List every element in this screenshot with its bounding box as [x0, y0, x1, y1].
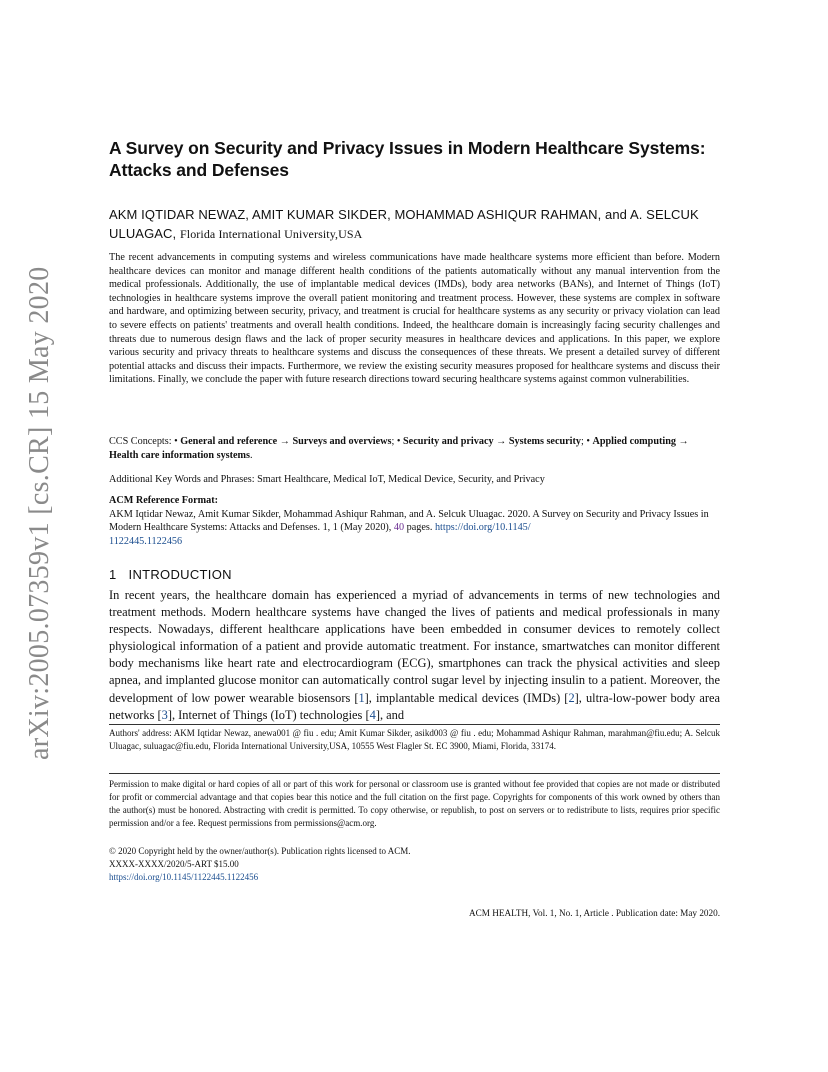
ccs-concept-1: General and reference → Surveys and overviews [180, 436, 392, 447]
author-list [109, 205, 720, 244]
page-count-link[interactable]: 40 [393, 522, 405, 534]
ccs-concepts [109, 435, 720, 463]
citation-link-2[interactable]: 2 [568, 690, 575, 705]
citation-link-4[interactable]: 4 [369, 707, 376, 722]
permission-notice: Permission to make digital or hard copies of all or part of this work for personal or classroom use is granted without fee provided that copies are not made or distributed for profit or commercial advantage and that copies bear this notice and the full citation on the first page. Copyrights for components of this work owned by others than the author(s) must be honored. Abstracting with credit is permitted. To copy otherwise, or republish, to post on servers or to redistribute to lists, requires prior specific permission and/or a fee. Request permissions from permissions@acm.org. [109, 779, 720, 828]
page-count-suffix: pages. [406, 522, 433, 534]
intro-text-4: ], Internet of Things (IoT) technologies [ [167, 707, 370, 722]
intro-text-2: ], implantable medical devices (IMDs) [ [364, 690, 569, 705]
ccs-concept-3: Applied computing → Health care information systems [109, 436, 689, 461]
ccs-separator-2: ; • [580, 436, 590, 447]
doi-link-part-2[interactable]: 1122445.1122456 [109, 535, 183, 547]
paper-title: A Survey on Security and Privacy Issues in Modern Healthcare Systems: Attacks and Defenses [109, 138, 706, 180]
author-names: AKM IQTIDAR NEWAZ, AMIT KUMAR SIKDER, MOHAMMAD ASHIQUR RAHMAN, and A. SELCUK ULUAGAC, [109, 207, 699, 241]
footer-doi-link[interactable]: https://doi.org/10.1145/1122445.1122456 [109, 872, 259, 882]
ccs-separator-1: ; • [391, 436, 401, 447]
section-number: 1 [109, 567, 117, 582]
citation-link-1[interactable]: 1 [358, 690, 365, 705]
copyright-block [109, 845, 720, 884]
copyright-notice: © 2020 Copyright held by the owner/author(s). Publication rights licensed to ACM. [109, 846, 411, 856]
author-affiliation: Florida International University,USA [179, 227, 363, 241]
citation-link-3[interactable]: 3 [161, 707, 168, 722]
ccs-concept-2: Security and privacy → Systems security [403, 436, 581, 447]
issn-line: XXXX-XXXX/2020/5-ART $15.00 [109, 859, 239, 869]
ccs-end: . [250, 450, 253, 461]
authors-address: Authors' address: AKM Iqtidar Newaz, anewa001 @ fiu . edu; Amit Kumar Sikder, asikd003 @ fiu . edu; Mohammad Ashiqur Rahman, marahman@fiu.edu; A. Selcuk Uluagac, suluagac@fiu.edu, Florida International University,USA, 10555 West Flagler St. EC 3900, Miami, Florida, 33174. [109, 728, 720, 751]
permission-divider [109, 773, 720, 774]
reference-format-text: AKM Iqtidar Newaz, Amit Kumar Sikder, Mohammad Ashiqur Rahman, and A. Selcuk Uluagac. 2020. A Survey on Security and Privacy Issues in Modern Healthcare Systems: Attacks and Defenses. 1, 1 (May 2020), [109, 508, 709, 534]
intro-text-end: ], and [375, 707, 405, 722]
intro-text-1: In recent years, the healthcare domain has experienced a myriad of advancements in terms of new technologies and treatment methods. Modern healthcare systems have changed the lives of patients and medical professionals in many respects. Nowadays, different healthcare applications have been embedded in consumer devices to remotely collect physiological information of a patient and provide automatic treatment. For instance, smartwatches can monitor different body mechanisms like heart rate and electrocardiogram (ECG), smartphones can track the physical activities and sleep apnea, and implanted glucose monitor can automatically control sugar level by injecting insulin to a patient. Moreover, the development of low power wearable biosensors [ [109, 588, 720, 705]
keywords: Additional Key Words and Phrases: Smart Healthcare, Medical IoT, Medical Device, Security, and Privacy [109, 474, 545, 485]
section-heading-introduction [109, 567, 720, 583]
ccs-prefix: CCS Concepts: • [109, 436, 178, 447]
acm-reference-format [109, 494, 720, 548]
reference-format-heading: ACM Reference Format: [109, 495, 218, 506]
page-footer: ACM HEALTH, Vol. 1, No. 1, Article . Publication date: May 2020. [469, 908, 720, 918]
intro-text-3: ], ultra-low-power body area networks [ [109, 690, 721, 722]
arxiv-identifier-stamp: arXiv:2005.07359v1 [cs.CR] 15 May 2020 [24, 266, 55, 760]
abstract: The recent advancements in computing systems and wireless communications have made healthcare systems more efficient than before. Modern healthcare devices can monitor and manage different health conditions of the patients automatically without any manual intervention from the medical professionals. Additionally, the use of implantable medical devices (IMDs), body area networks (BANs), and Internet of Things (IoT) technologies in healthcare systems improve the overall patient monitoring and treatment process. However, these systems are complex in software and hardware, and optimizing between security, privacy, and treatment is crucial for healthcare systems as any security or privacy violation can lead to severe effects on patients' treatments and overall health conditions. Indeed, the healthcare domain is increasingly facing security challenges and threats due to numerous design flaws and the lack of proper security measures in healthcare devices and applications. In this paper, we explore various security and privacy threats to healthcare systems and discuss the consequences of these threats. We present a detailed survey of different potential attacks and discuss their impacts. Furthermore, we review the existing security measures proposed for healthcare systems and discuss their limitations. Finally, we conclude the paper with future research directions toward securing healthcare systems against common vulnerabilities. [109, 252, 720, 386]
section-title: INTRODUCTION [128, 567, 232, 582]
doi-link-part-1[interactable]: https://doi.org/10.1145/ [434, 522, 531, 534]
footnote-divider [109, 724, 720, 725]
introduction-paragraph [109, 587, 720, 724]
